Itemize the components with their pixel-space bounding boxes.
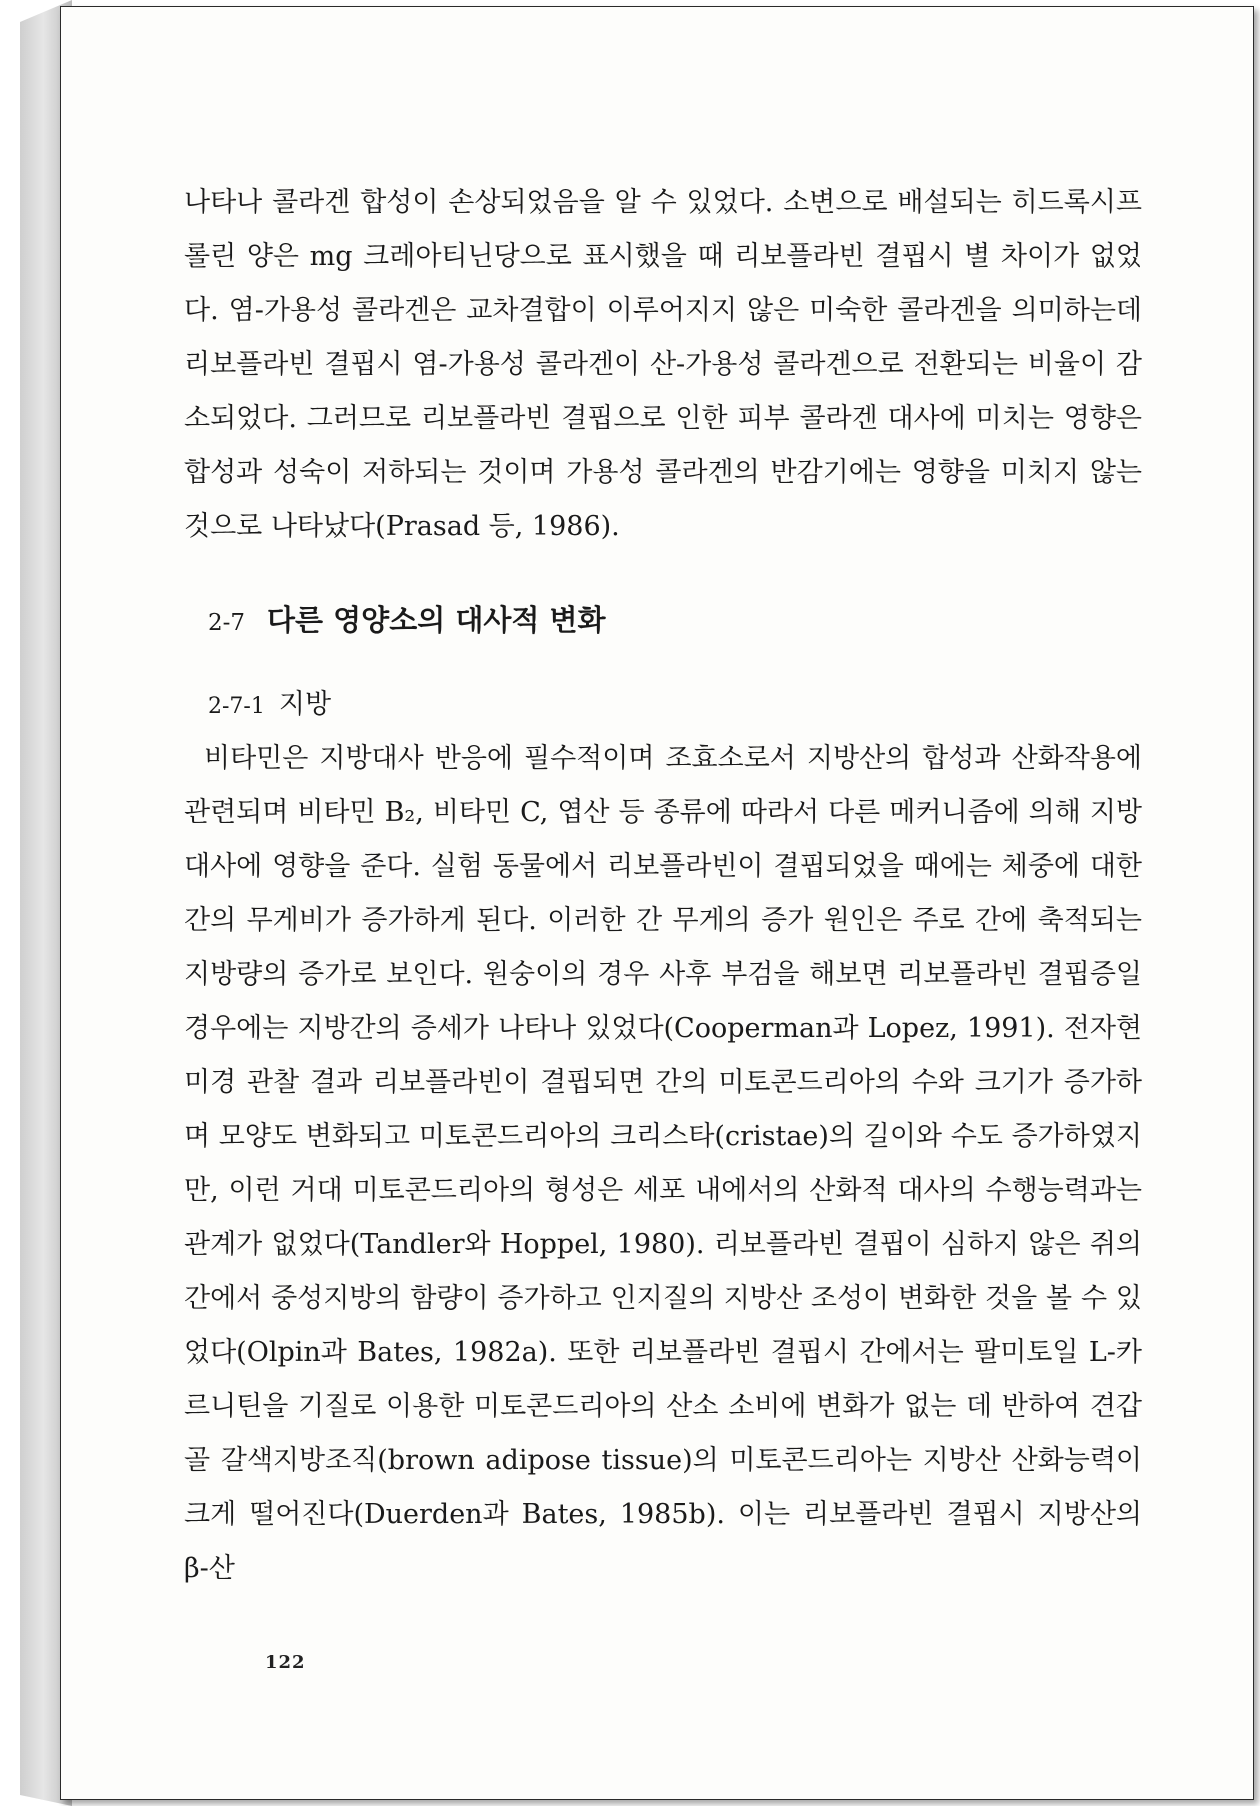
section-number: 2-7 — [208, 610, 246, 636]
page-content — [184, 176, 1142, 1596]
subsection-title: 지방 — [278, 689, 332, 720]
subsection-heading — [208, 678, 1142, 732]
section-heading — [208, 590, 1142, 650]
paragraph-fat-metabolism: 비타민은 지방대사 반응에 필수적이며 조효소로서 지방산의 합성과 산화작용에 관련되며 비타민 B₂, 비타민 C, 엽산 등 종류에 따라서 다른 메커니즘에 의해 지방대사에 영향을 준다. 실험 동물에서 리보플라빈이 결핍되었을 때에는 체중에 대한 간의 무게비가 증가하게 된다. 이러한 간 무게의 증가 원인은 주로 간에 축적되는 지방량의 증가로 보인다. 원숭이의 경우 사후 부검을 해보면 리보플라빈 결핍증일 경우에는 지방간의 증세가 나타나 있었다(Cooperman과 Lopez, 1991). 전자현미경 관찰 결과 리보플라빈이 결핍되면 간의 미토콘드리아의 수와 크기가 증가하며 모양도 변화되고 미토콘드리아의 크리스타(cristae)의 길이와 수도 증가하였지만, 이런 거대 미토콘드리아의 형성은 세포 내에서의 산화적 대사의 수행능력과는 관계가 없었다(Tandler와 Hoppel, 1980). 리보플라빈 결핍이 심하지 않은 쥐의 간에서 중성지방의 함량이 증가하고 인지질의 지방산 조성이 변화한 것을 볼 수 있었다(Olpin과 Bates, 1982a). 또한 리보플라빈 결핍시 간에서는 팔미토일 L-카르니틴을 기질로 이용한 미토콘드리아의 산소 소비에 변화가 없는 데 반하여 견갑골 갈색지방조직(brown adipose tissue)의 미토콘드리아는 지방산 산화능력이 크게 떨어진다(Duerden과 Bates, 1985b). 이는 리보플라빈 결핍시 지방산의 β-산 — [184, 743, 1142, 1584]
section-title: 다른 영양소의 대사적 변화 — [267, 603, 606, 637]
page-number: 122 — [265, 1652, 306, 1673]
subsection-number: 2-7-1 — [208, 694, 265, 719]
paragraph-collagen: 나타나 콜라겐 합성이 손상되었음을 알 수 있었다. 소변으로 배설되는 히드록시프롤린 양은 mg 크레아티닌당으로 표시했을 때 리보플라빈 결핍시 별 차이가 없었다. 염-가용성 콜라겐은 교차결합이 이루어지지 않은 미숙한 콜라겐을 의미하는데 리보플라빈 결핍시 염-가용성 콜라겐이 산-가용성 콜라겐으로 전환되는 비율이 감소되었다. 그러므로 리보플라빈 결핍으로 인한 피부 콜라겐 대사에 미치는 영향은 합성과 성숙이 저하되는 것이며 가용성 콜라겐의 반감기에는 영향을 미치지 않는 것으로 나타났다(Prasad 등, 1986). — [184, 187, 1142, 542]
